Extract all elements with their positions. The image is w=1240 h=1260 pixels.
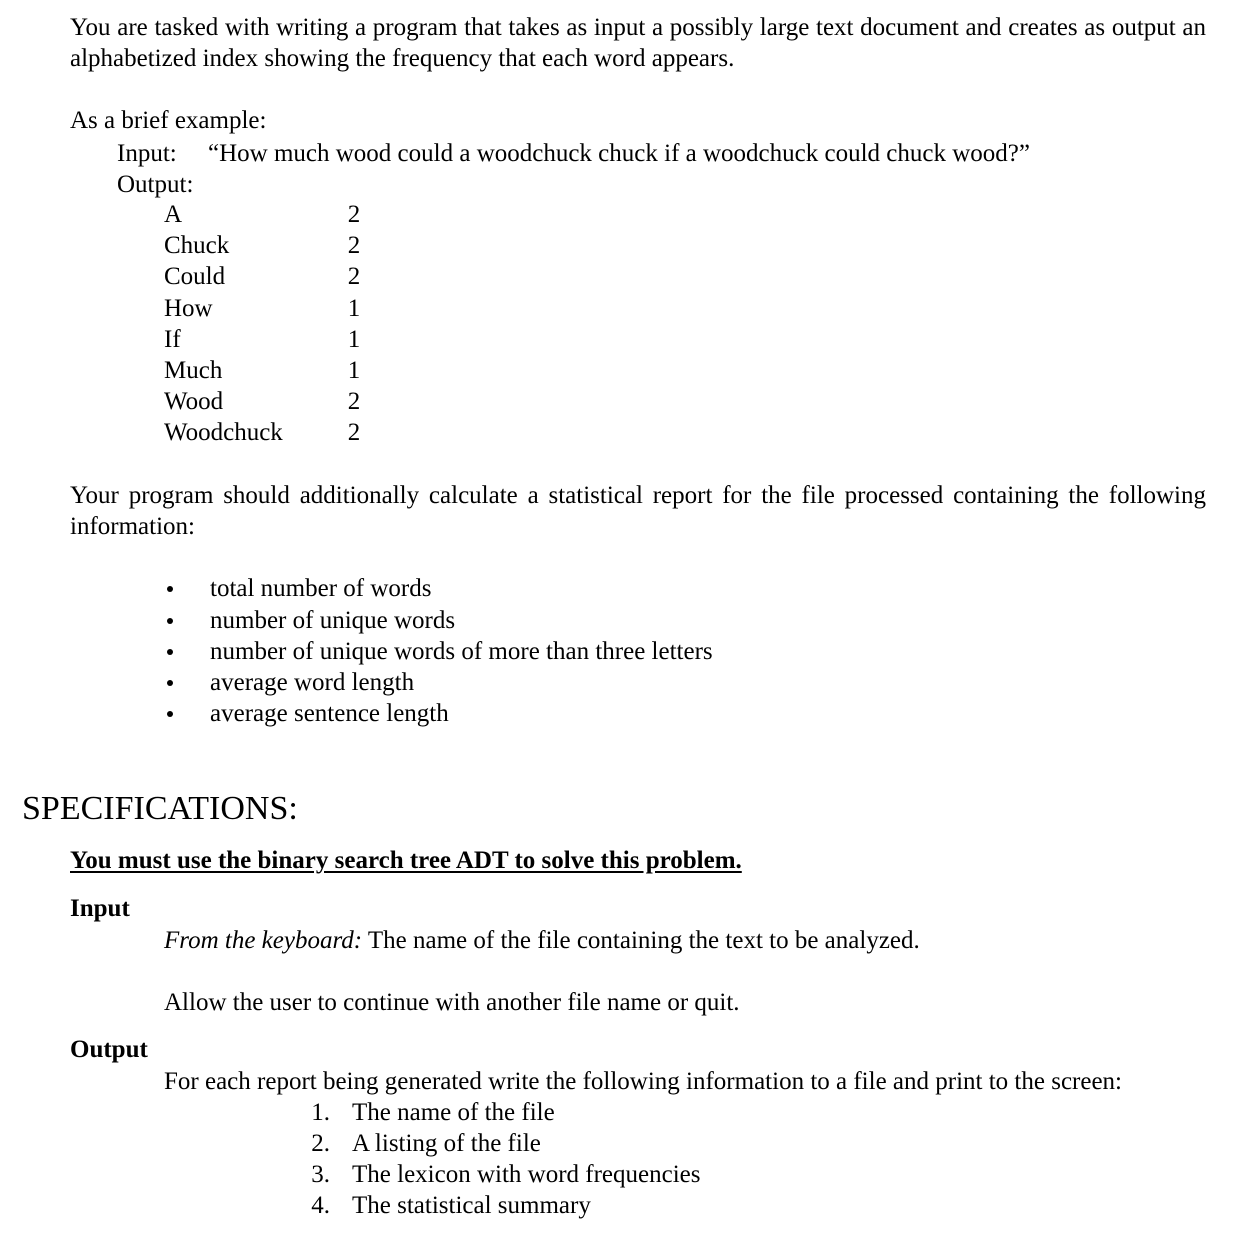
table-row-count: 1	[347, 295, 361, 322]
table-row-count: 2	[347, 232, 361, 259]
table-row-word: How	[164, 295, 213, 322]
example-input-text: “How much wood could a woodchuck chuck if a woodchuck could chuck wood?”	[208, 140, 1030, 167]
list-item: The name of the file	[352, 1099, 555, 1126]
list-item: average word length	[210, 669, 415, 696]
list-item-number: 3.	[311, 1161, 330, 1188]
table-row-word: If	[164, 326, 181, 353]
table-row-count: 2	[347, 388, 361, 415]
example-heading: As a brief example:	[70, 107, 267, 134]
list-item-number: 4.	[311, 1192, 330, 1219]
list-item-number: 2.	[311, 1130, 330, 1157]
bullet-icon	[164, 698, 176, 729]
bullet-icon	[164, 636, 176, 667]
input-continue-text: Allow the user to continue with another file name or quit.	[164, 989, 740, 1016]
table-row-count: 2	[347, 201, 361, 228]
input-source-label: From the keyboard:	[164, 927, 363, 954]
input-heading: Input	[70, 895, 130, 922]
list-item: The lexicon with word frequencies	[352, 1161, 701, 1188]
output-intro: For each report being generated write the following information to a file and print to the screen:	[164, 1068, 1123, 1095]
list-item-number: 1.	[311, 1099, 330, 1126]
bullet-icon	[164, 667, 176, 698]
table-row-count: 1	[347, 357, 361, 384]
list-item: number of unique words	[210, 607, 456, 634]
list-item: average sentence length	[210, 700, 449, 727]
table-row-count: 1	[347, 326, 361, 353]
report-paragraph: Your program should additionally calculate a statistical report for the file processed containing the following information:	[70, 482, 1206, 540]
input-source-text: The name of the file containing the text to be analyzed.	[362, 927, 920, 954]
table-row-word: A	[164, 201, 183, 228]
list-item: A listing of the file	[352, 1130, 541, 1157]
list-item: total number of words	[210, 575, 432, 602]
list-item: number of unique words of more than three letters	[210, 638, 713, 665]
table-row-word: Could	[164, 263, 226, 290]
table-row-count: 2	[347, 419, 361, 446]
list-item: The statistical summary	[352, 1192, 591, 1219]
table-row-word: Wood	[164, 388, 224, 415]
table-row-count: 2	[347, 263, 361, 290]
specifications-heading: SPECIFICATIONS:	[22, 790, 298, 827]
table-row-word: Chuck	[164, 232, 230, 259]
input-source-line	[164, 925, 920, 956]
intro-paragraph: You are tasked with writing a program that takes as input a possibly large text document and creates as output an alphabetized index showing the frequency that each word appears.	[70, 14, 1206, 72]
table-row-word: Much	[164, 357, 223, 384]
example-output-label: Output:	[117, 171, 194, 198]
bullet-icon	[164, 605, 176, 636]
table-row-word: Woodchuck	[164, 419, 283, 446]
example-input-label: Input:	[117, 140, 177, 167]
requirement-statement: You must use the binary search tree ADT to solve this problem.	[70, 847, 742, 874]
output-heading: Output	[70, 1036, 148, 1063]
bullet-icon	[164, 573, 176, 604]
